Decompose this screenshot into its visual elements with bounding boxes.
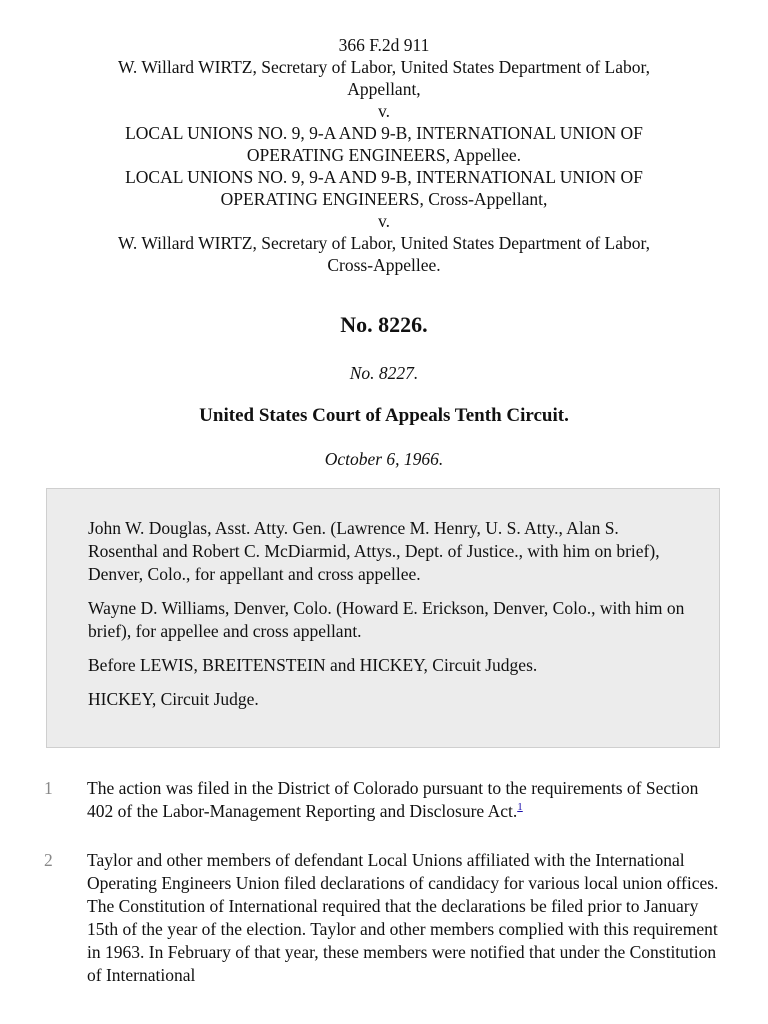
- counsel-panel: [46, 488, 720, 748]
- party-line: W. Willard WIRTZ, Secretary of Labor, United States Department of Labor,: [117, 57, 651, 77]
- docket-number: No. 8226.: [340, 312, 428, 337]
- paragraph-number: 1: [44, 778, 53, 798]
- citation: 366 F.2d 911: [338, 35, 430, 55]
- party-line: Cross-Appellee.: [327, 255, 441, 275]
- party-line: W. Willard WIRTZ, Secretary of Labor, United States Department of Labor,: [117, 233, 651, 253]
- paragraph-text: [87, 777, 727, 823]
- counsel-appellee: Wayne D. Williams, Denver, Colo. (Howard E. Erickson, Denver, Colo., with him on brief), for appellee and cross appellant.: [88, 598, 685, 641]
- paragraph-number: 2: [44, 850, 53, 870]
- party-line: OPERATING ENGINEERS, Cross-Appellant,: [220, 189, 548, 209]
- party-line: v.: [378, 211, 390, 231]
- court-name: United States Court of Appeals Tenth Circuit.: [199, 405, 569, 426]
- party-line: Appellant,: [347, 79, 421, 99]
- party-line: LOCAL UNIONS NO. 9, 9-A AND 9-B, INTERNATIONAL UNION OF: [125, 167, 643, 187]
- paragraph-body: The action was filed in the District of Colorado pursuant to the requirements of Section 402 of the Labor-Management Reporting and Disclosure Act.: [87, 778, 699, 821]
- opinion-author: HICKEY, Circuit Judge.: [88, 689, 259, 709]
- paragraph-text: Taylor and other members of defendant Local Unions affiliated with the International Operating Engineers Union filed declarations of candidacy for various local union offices. The Constitution of International required that the declarations be filed prior to January 15th of the year of the election. Taylor and other members complied with this requirement in 1963. In February of that year, these members were notified that under the Constitution of International: [87, 850, 719, 985]
- counsel-appellant: John W. Douglas, Asst. Atty. Gen. (Lawrence M. Henry, U. S. Atty., Alan S. Rosenthal and Robert C. McDiarmid, Attys., Dept. of Justice., with him on brief), Denver, Colo., for appellant and cross appellee.: [88, 518, 660, 584]
- decision-date: October 6, 1966.: [324, 449, 444, 469]
- case-caption: [60, 34, 708, 276]
- footnote-link[interactable]: 1: [517, 801, 523, 814]
- party-line: OPERATING ENGINEERS, Appellee.: [246, 145, 522, 165]
- party-line: v.: [378, 101, 390, 121]
- party-line: LOCAL UNIONS NO. 9, 9-A AND 9-B, INTERNATIONAL UNION OF: [125, 123, 643, 143]
- docket-number-secondary: No. 8227.: [349, 363, 419, 383]
- judges-panel: Before LEWIS, BREITENSTEIN and HICKEY, Circuit Judges.: [88, 655, 538, 675]
